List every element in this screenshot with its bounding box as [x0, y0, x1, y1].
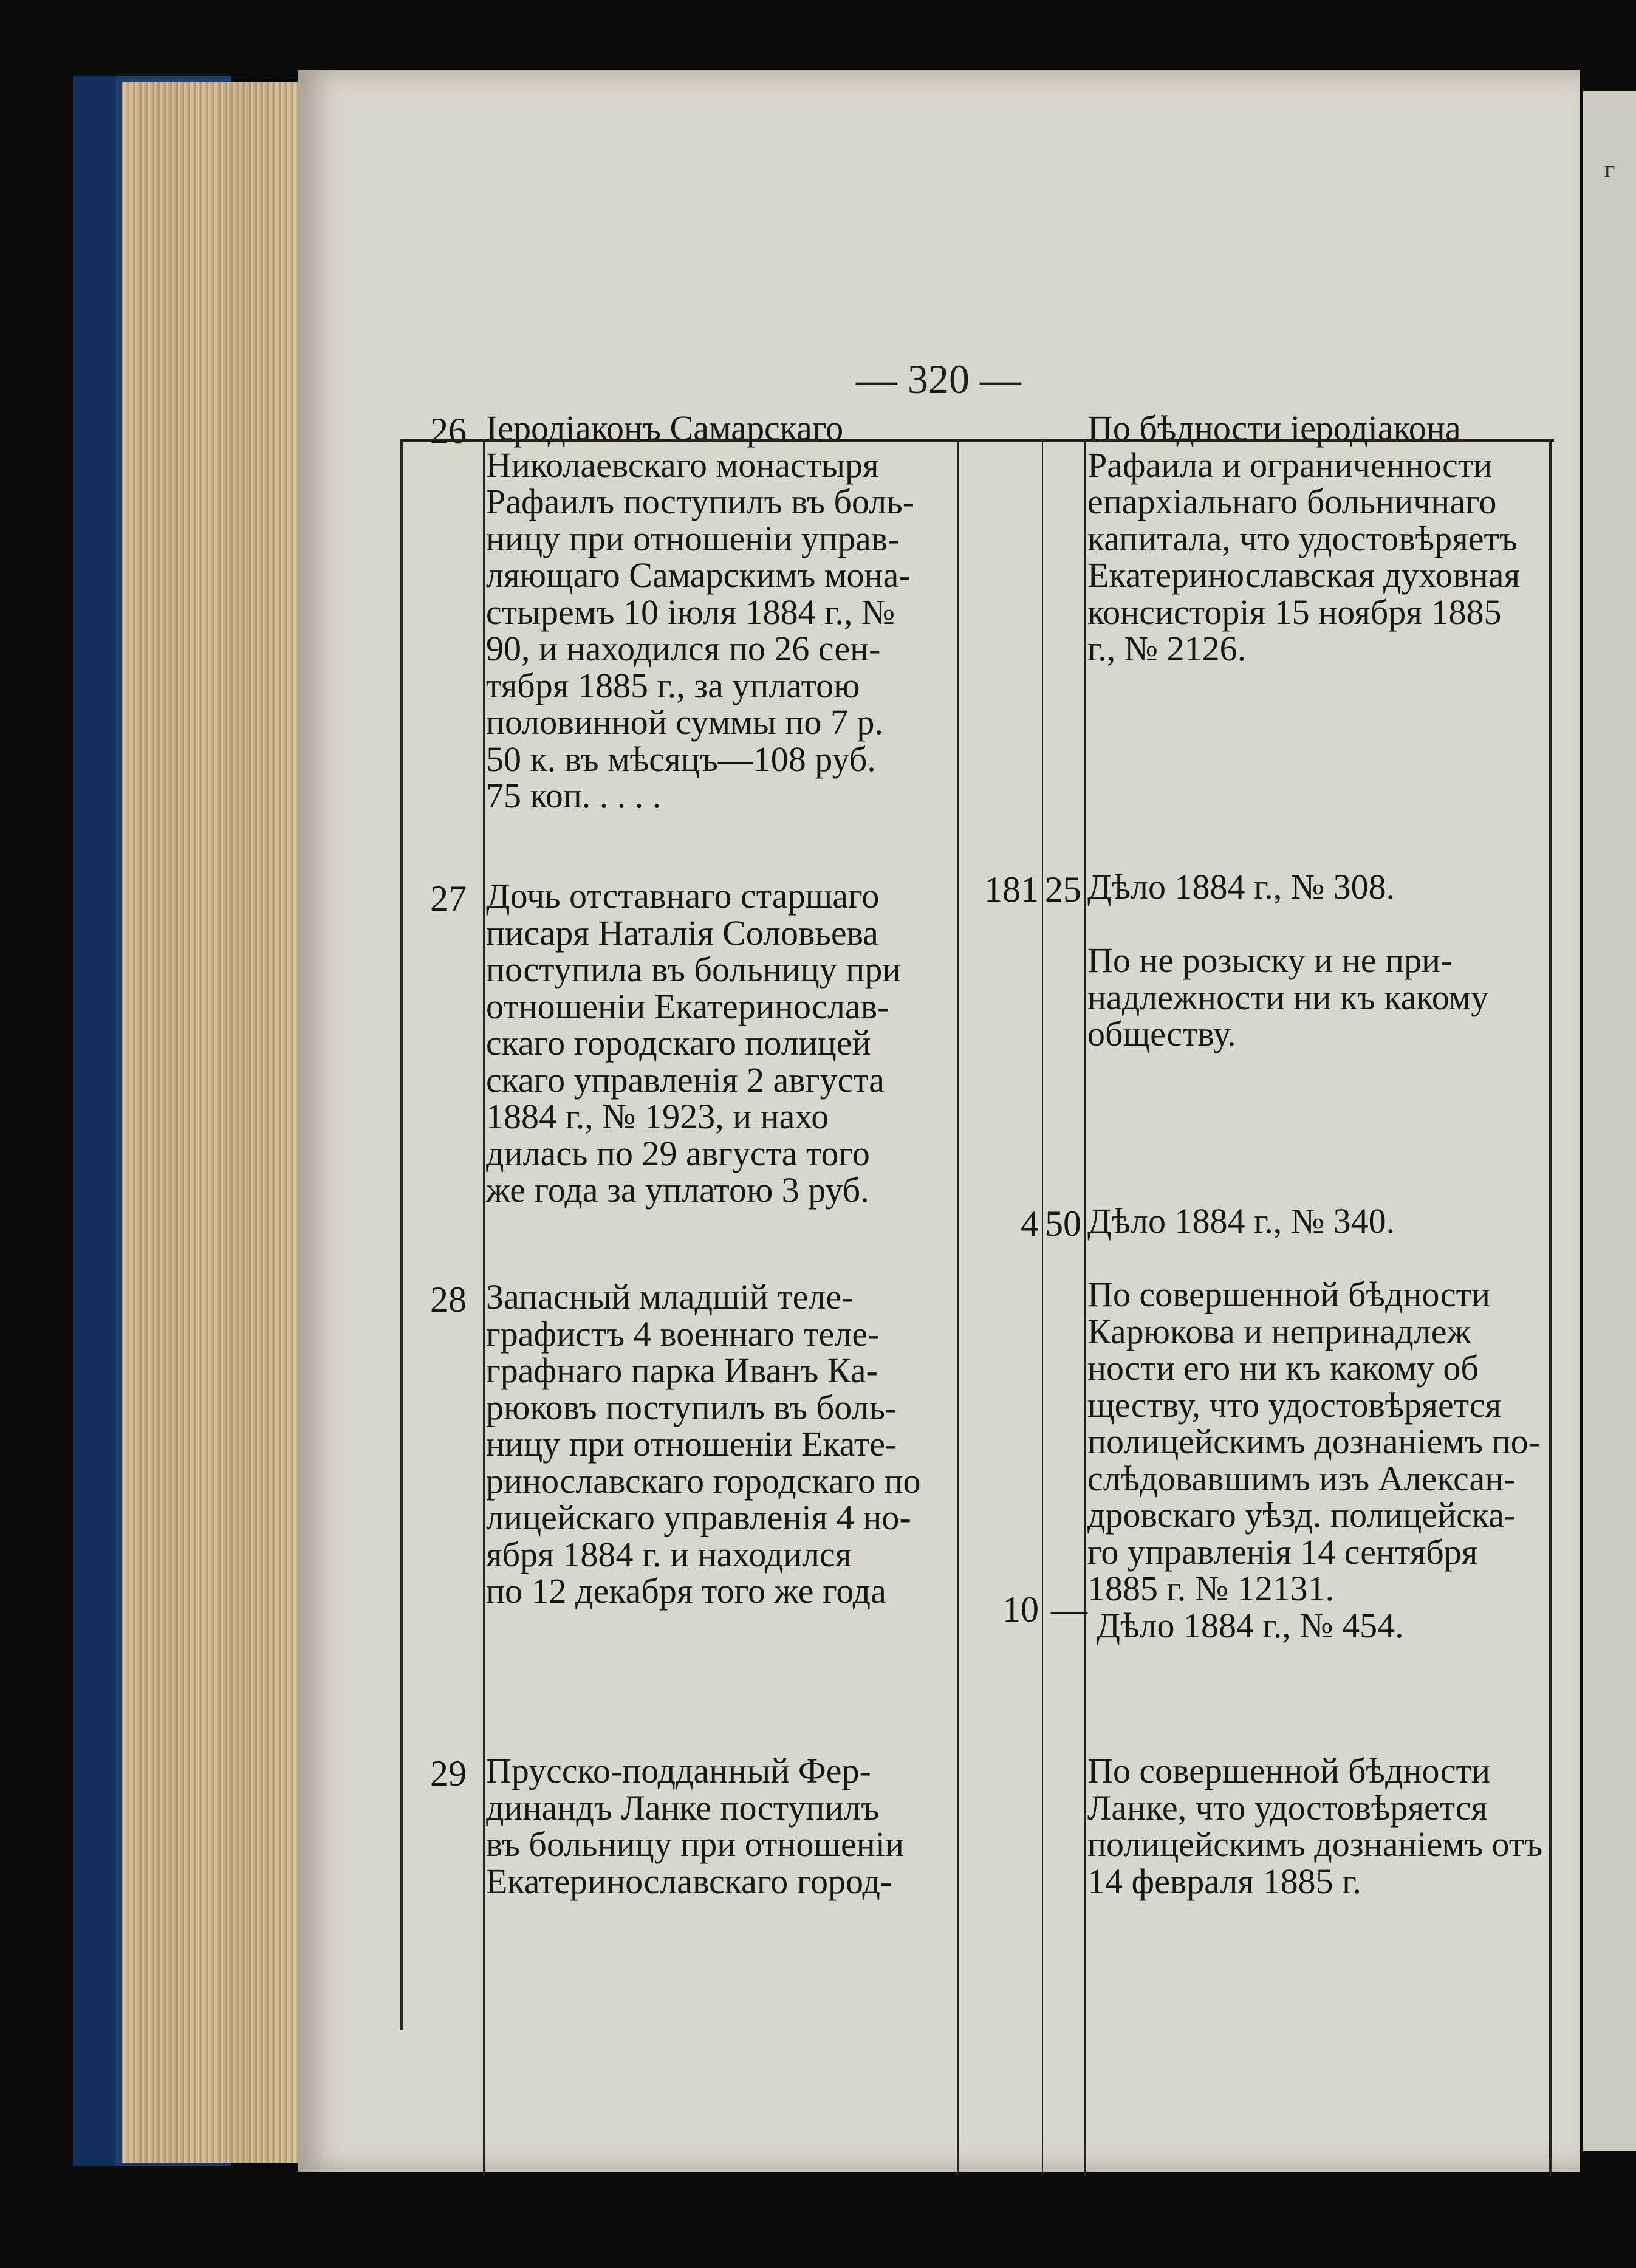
- row-number: 28: [430, 1280, 467, 1320]
- entry-remarks: По совершенной бѣдности Ланке, что удостовѣряется полицейскимъ дознаніемъ отъ 14 февраля 1885 г.: [1087, 1751, 1543, 1901]
- page-number: — 320 —: [856, 356, 1021, 402]
- page-edges: [122, 82, 304, 2163]
- table-right-rule: [1549, 442, 1552, 2176]
- column-rule-number: [483, 439, 485, 2176]
- amount-kopecks: —: [1051, 1589, 1087, 1629]
- column-rule-description: [957, 442, 959, 2176]
- amount-rubles: 10: [1002, 1589, 1039, 1629]
- book-page: [298, 70, 1580, 2172]
- entry-description: Іеродіаконъ Самарскаго Николаевскаго монастыря Рафаилъ поступилъ въ боль- ницу при отношеніи управ- ляющаго Самарскимъ мона- стыремъ 10 іюля 1884 г., № 90, и находился по 26 сен- тября 1885 г., за уплатою половинной суммы по 7 р. 50 к. въ мѣсяцъ—108 руб. 75 коп. . . . .: [486, 408, 915, 815]
- amount-kopecks: 50: [1045, 1204, 1081, 1244]
- amount-rubles: 181: [984, 869, 1039, 910]
- column-rule-rubles: [1042, 442, 1043, 2176]
- table-left-rule: [400, 439, 403, 2030]
- entry-remarks: По бѣдности іеродіакона Рафаила и ограниченности епархіальнаго больничнаго капитала, что удостовѣряетъ Екатеринославская духовная консисторія 15 ноября 1885 г., № 2126.: [1087, 408, 1521, 668]
- row-number: 27: [430, 879, 467, 919]
- entry-remarks: Дѣло 1884 г., № 340. По совершенной бѣдности Карюкова и непринадлеж ности его ни къ какому об ществу, что удостовѣряется полицейскимъ дознаніемъ по- слѣдовавшимъ изъ Алексан- дровскаго уѣзд. полицейска- го управленія 14 сентября 1885 г. № 12131. Дѣло 1884 г., № 454.: [1087, 1201, 1540, 1645]
- facing-page-mark: г: [1604, 158, 1615, 183]
- entry-description: Дочь отставнаго старшаго писаря Наталія Соловьева поступила въ больницу при отношеніи Екатеринослав- скаго городскаго полицей скаго управленія 2 августа 1884 г., № 1923, и нахо дилась по 29 августа того же года за уплатою 3 руб.: [486, 876, 902, 1210]
- book-spine: [73, 76, 115, 2166]
- entry-description: Запасный младшій теле- графистъ 4 военнаго теле- графнаго парка Иванъ Ка- рюковъ поступилъ въ боль- ницу при отношеніи Екате- ринославскаго городскаго по лицейскаго управленія 4 но- ября 1884 г. и находился по 12 декабря того же года: [486, 1277, 921, 1611]
- row-number: 26: [430, 411, 467, 451]
- row-number: 29: [430, 1753, 467, 1794]
- amount-kopecks: 25: [1045, 869, 1081, 910]
- entry-remarks: Дѣло 1884 г., № 308. По не розыску и не при- надлежности ни къ какому обществу.: [1087, 867, 1489, 1053]
- entry-description: Прусско-подданный Фер- динандъ Ланке поступилъ въ больницу при отношеніи Екатеринославскаго город-: [486, 1751, 904, 1901]
- facing-page: [1583, 91, 1636, 2151]
- amount-rubles: 4: [1021, 1204, 1039, 1244]
- column-rule-kopecks: [1084, 442, 1086, 2176]
